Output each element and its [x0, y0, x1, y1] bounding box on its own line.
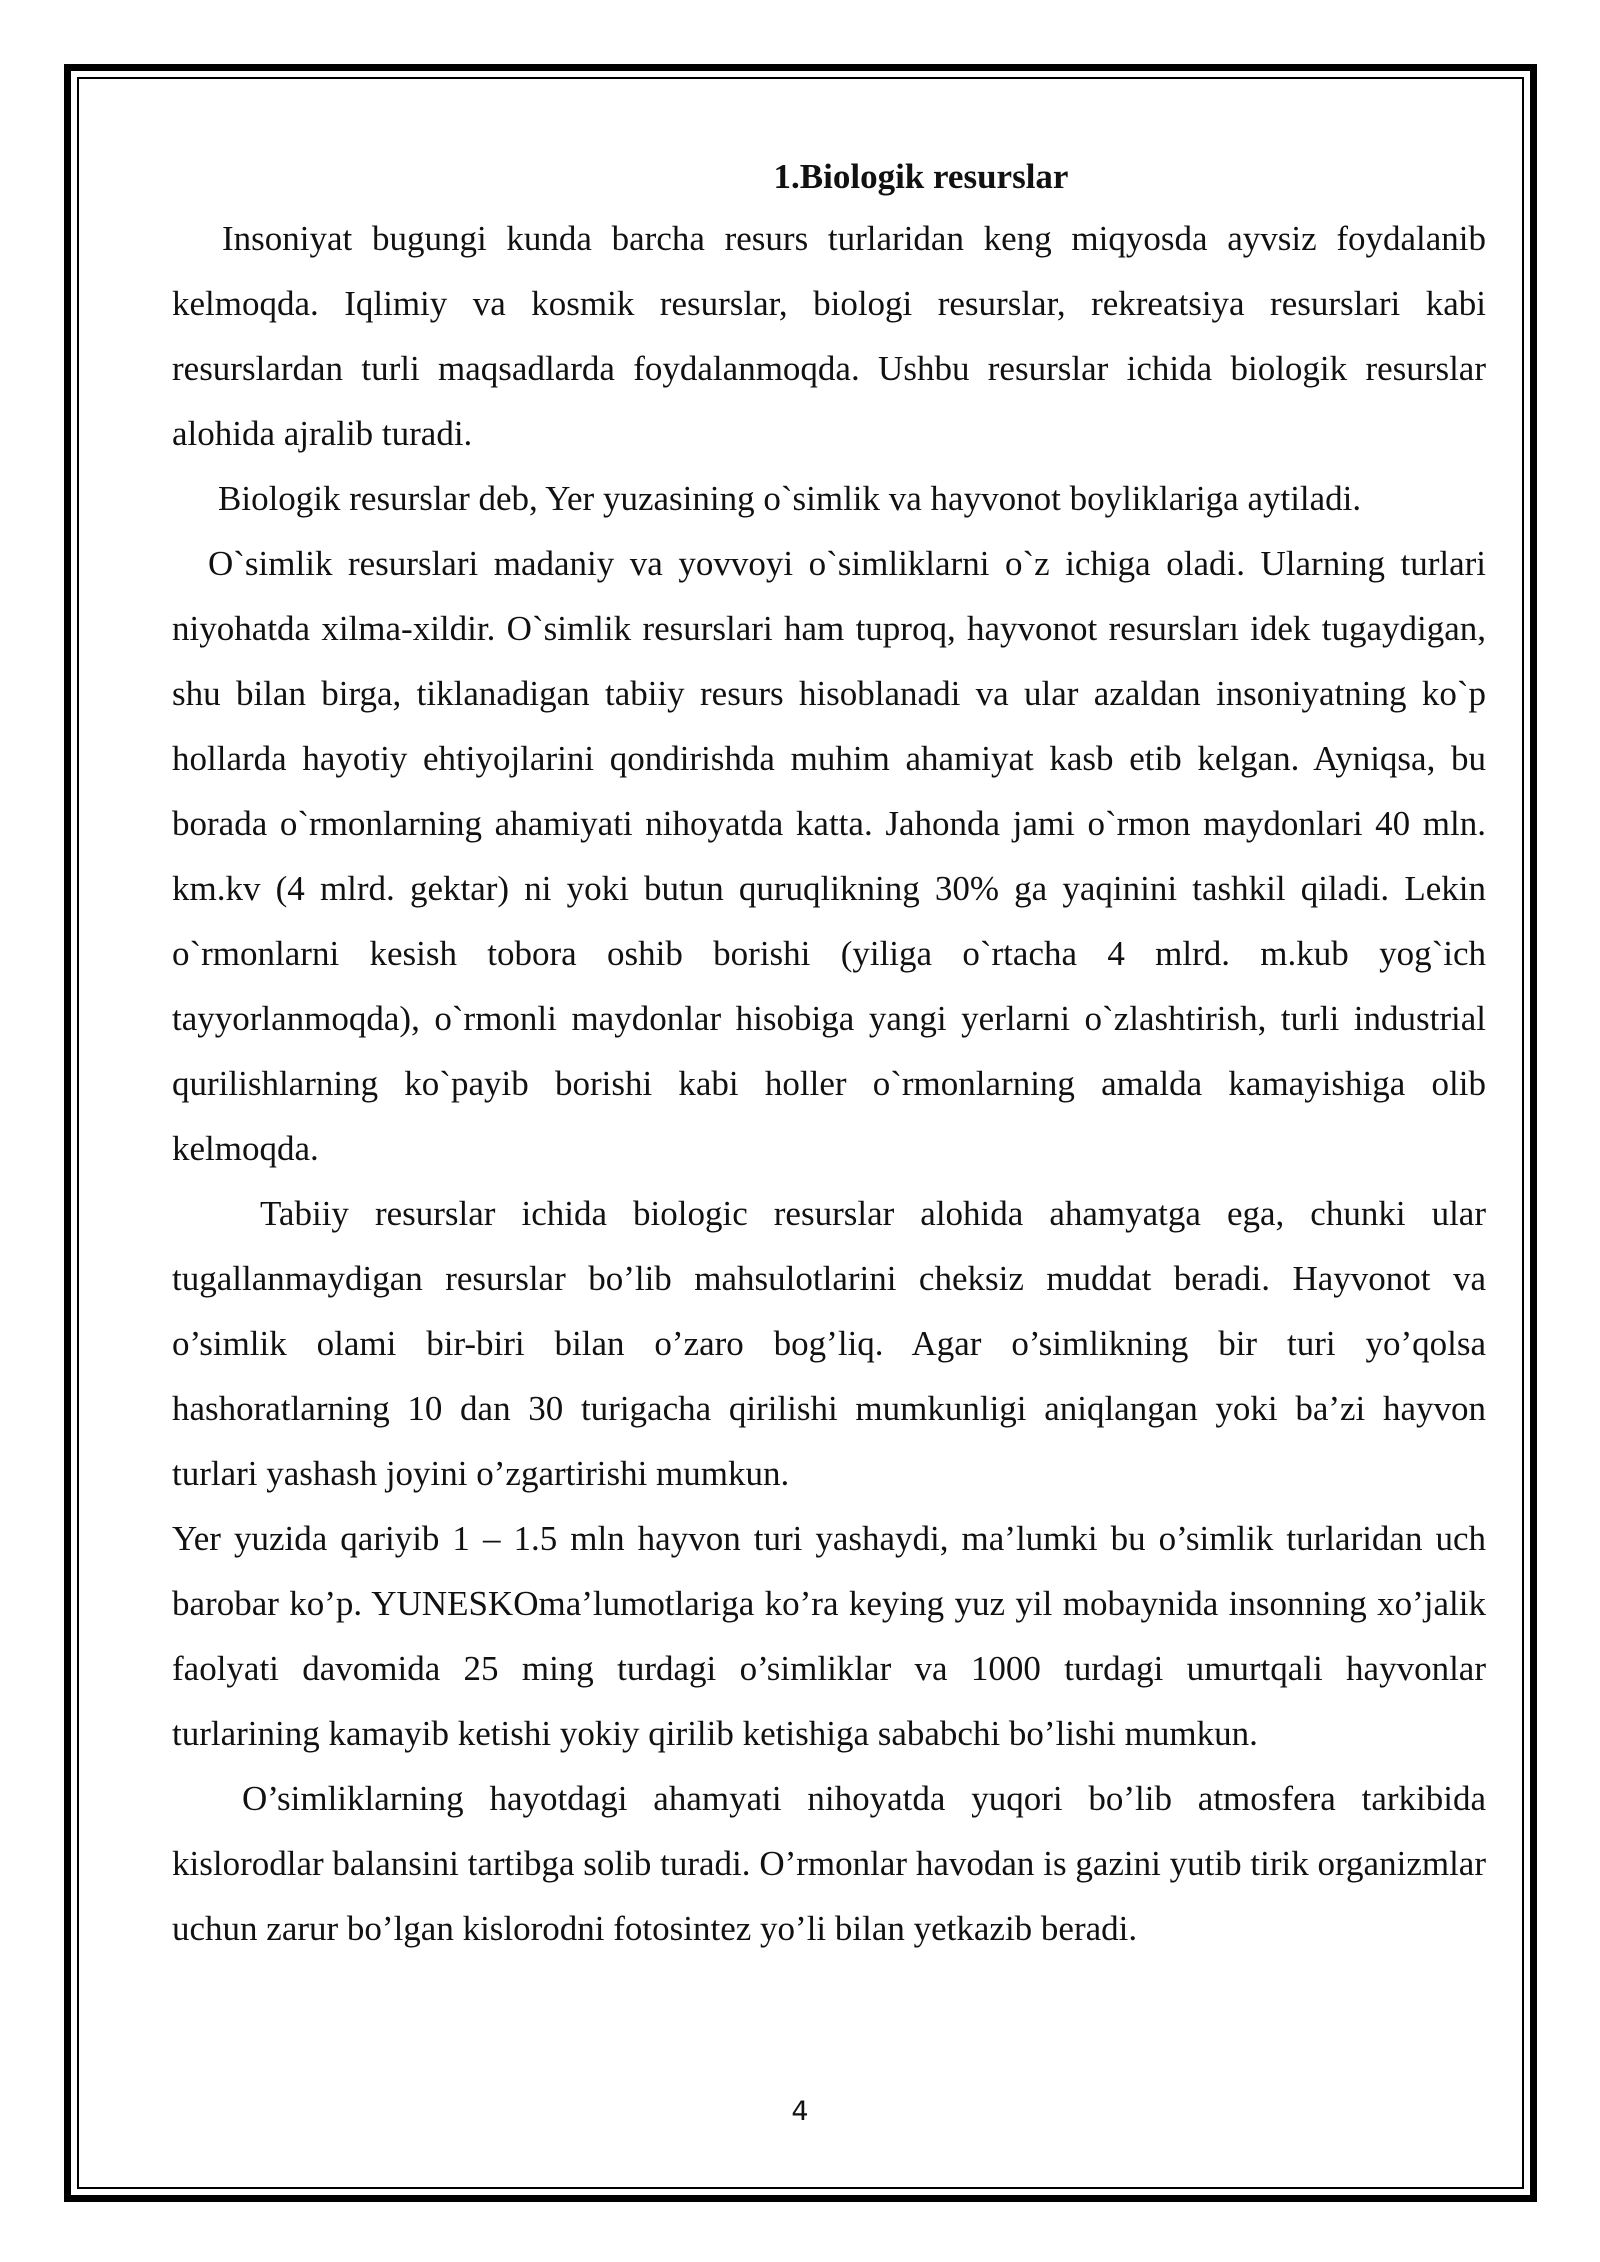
document-body	[172, 148, 1486, 1961]
section-title: 1.Biologik resurslar	[773, 157, 1069, 196]
paragraph-5: Yer yuzida qariyib 1 – 1.5 mln hayvon turi yashaydi, ma’lumki bu o’simlik turlaridan uch barobar ko’p. YUNESKOma’lumotlariga ko’ra keying yuz yil mobaynida insonning xo’jalik faolyati davomida 25 ming turdagi o’simliklar va 1000 turdagi umurtqali hayvonlar turlarining kamayib ketishi yokiy qirilib ketishiga sababchi bo’lishi mumkun.	[172, 1519, 1486, 1753]
paragraph-3: O`simlik resurslari madaniy va yovvoyi o`simliklarni o`z ichiga oladi. Ularning turlari niyohatda xilma-xildir. O`simlik resurslari ham tuproq, hayvonot resursları idek tugaydigan, shu bilan birga, tiklanadigan tabiiy resurs hisoblanadi va ular azaldan insoniyatning ko`p hollarda hayotiy ehtiyojlarini qondirishda muhim ahamiyat kasb etib kelgan. Ayniqsa, bu borada o`rmonlarning ahamiyati nihoyatda katta. Jahonda jami o`rmon maydonlari 40 mln. km.kv (4 mlrd. gektar) ni yoki butun quruqlikning 30% ga yaqinini tashkil qiladi. Lekin o`rmonlarni kesish tobora oshib borishi (yiliga o`rtacha 4 mlrd. m.kub yog`ich tayyorlanmoqda), o`rmonli maydonlar hisobiga yangi yerlarni o`zlashtirish, turli industrial qurilishlarning ko`payib borishi kabi holler o`rmonlarning amalda kamayishiga olib kelmoqda.	[172, 544, 1486, 1168]
paragraph-1: Insoniyat bugungi kunda barcha resurs turlaridan keng miqyosda ayvsiz foydalanib kelmoqda. Iqlimiy va kosmik resurslar, biologi resurslar, rekreatsiya resurslari kabi resurslardan turli maqsadlarda foydalanmoqda. Ushbu resurslar ichida biologik resurslar alohida ajralib turadi.	[172, 219, 1486, 453]
paragraph-4: Tabiiy resurslar ichida biologic resurslar alohida ahamyatga ega, chunki ular tugallanmaydigan resurslar bo’lib mahsulotlarini cheksiz muddat beradi. Hayvonot va o’simlik olami bir-biri bilan o’zaro bog’liq. Agar o’simlikning bir turi yo’qolsa hashoratlarning 10 dan 30 turigacha qirilishi mumkunligi aniqlangan yoki ba’zi hayvon turlari yashash joyini o’zgartirishi mumkun.	[172, 1194, 1486, 1493]
paragraph-6: O’simliklarning hayotdagi ahamyati nihoyatda yuqori bo’lib atmosfera tarkibida kislorodlar balansini tartibga solib turadi. O’rmonlar havodan is gazini yutib tirik organizmlar uchun zarur bo’lgan kislorodni fotosintez yo’li bilan yetkazib beradi.	[172, 1779, 1486, 1948]
paragraph-2: Biologik resurslar deb, Yer yuzasining o`simlik va hayvonot boyliklariga aytiladi.	[218, 479, 1362, 518]
page-number: 4	[791, 2096, 809, 2127]
